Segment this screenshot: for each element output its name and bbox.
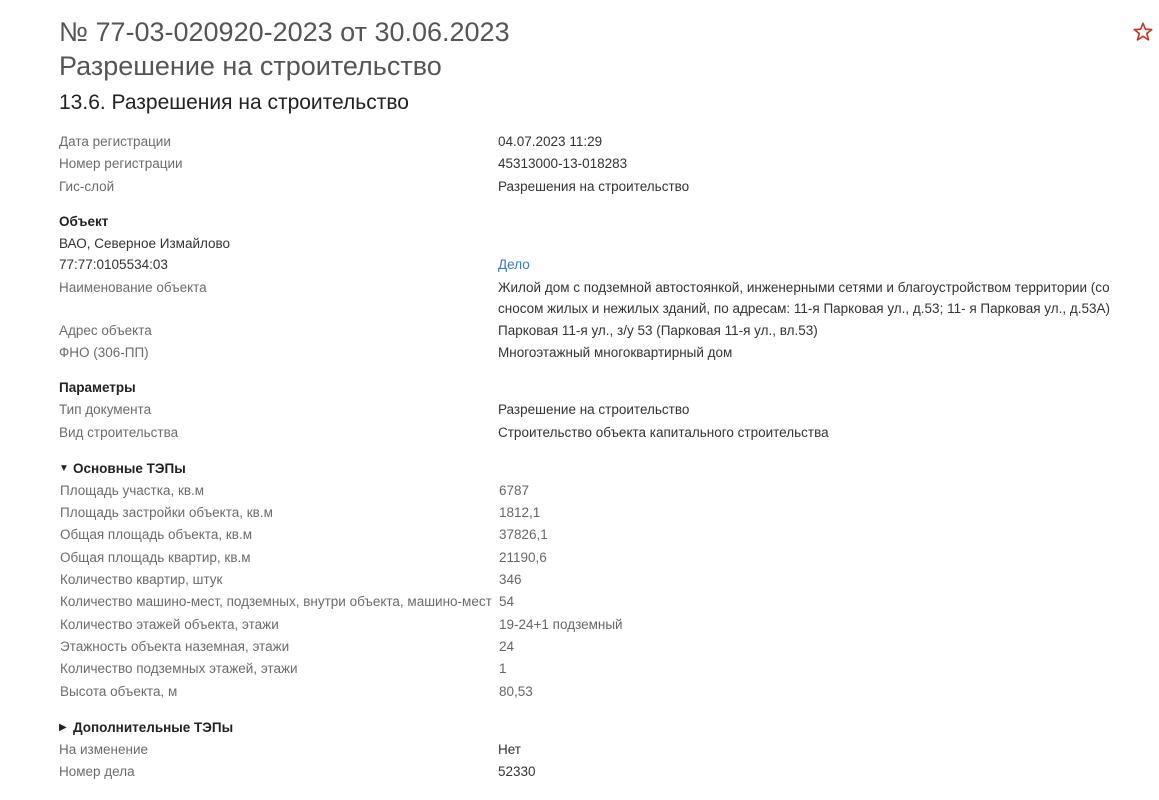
extra-tep-heading: Дополнительные ТЭПы — [73, 719, 234, 735]
field-label: Количество подземных этажей, этажи — [60, 661, 298, 677]
field-value: 19-24+1 подземный — [499, 616, 623, 632]
extra-tep-toggle[interactable] — [59, 717, 1159, 739]
document-number-title: № 77-03-020920-2023 от 30.06.2023 — [59, 17, 510, 47]
field-value: Строительство объекта капитального строительства — [498, 424, 829, 440]
field-label: Наименование объекта — [59, 279, 207, 295]
field-label: Номер дела — [59, 764, 135, 780]
tep-row — [59, 614, 1159, 636]
registration-block — [59, 131, 1159, 783]
case-link[interactable]: Дело — [498, 257, 530, 273]
collapsed-triangle-icon: ▶ — [59, 721, 67, 733]
case-number-row — [59, 761, 1159, 783]
field-label: ФНО (306-ПП) — [59, 344, 149, 360]
field-value: 346 — [499, 572, 522, 588]
cadastral-number: 77:77:0105534:03 — [59, 257, 168, 273]
field-label: Общая площадь объекта, кв.м — [60, 527, 252, 543]
tep-row — [59, 636, 1159, 658]
field-value: 1 — [499, 661, 507, 677]
field-label: Тип документа — [59, 402, 152, 418]
field-value: Жилой дом с подземной автостоянкой, инженерными сетями и благоустройством территории (со сносом жилых и нежилых зданий, по адресам: 11-я Парковая ул., д.53; 11- я Парковая ул., д.53А) — [498, 279, 1110, 317]
field-value: 52330 — [498, 764, 536, 780]
field-value: 1812,1 — [499, 505, 541, 521]
object-district: ВАО, Северное Измайлово — [59, 235, 231, 251]
field-value: Многоэтажный многоквартирный дом — [498, 344, 733, 360]
tep-row — [59, 591, 1159, 613]
object-address-row — [59, 320, 1159, 342]
field-label: Адрес объекта — [59, 322, 152, 338]
field-value: 54 — [499, 594, 515, 610]
main-tep-heading: Основные ТЭПы — [73, 460, 186, 476]
field-value: 24 — [499, 638, 515, 654]
field-value: 04.07.2023 11:29 — [498, 134, 603, 149]
field-label: Вид строительства — [59, 424, 179, 440]
tep-row — [59, 658, 1159, 680]
document-type-title: Разрешение на строительство — [59, 51, 442, 81]
document-type-row — [59, 399, 1159, 421]
object-section-heading: Объект — [59, 213, 109, 229]
amendment-row — [59, 739, 1159, 761]
cadastral-row — [59, 254, 1159, 276]
parameters-section-heading: Параметры — [59, 380, 136, 396]
field-label: Количество машино-мест, подземных, внутри объекта, машино-мест — [60, 594, 492, 610]
field-label: Площадь участка, кв.м — [60, 482, 205, 498]
registration-number-row — [59, 153, 1159, 175]
document-category: 13.6. Разрешения на строительство — [59, 91, 409, 114]
object-name-row — [59, 277, 1159, 320]
main-tep-list — [59, 480, 1159, 703]
field-label: Общая площадь квартир, кв.м — [60, 549, 251, 565]
tep-row — [59, 569, 1159, 591]
field-value: 37826,1 — [499, 527, 548, 543]
field-value: Парковая 11-я ул., з/у 53 (Парковая 11-я ул., вл.53) — [498, 322, 818, 338]
tep-row — [59, 502, 1159, 524]
fno-row — [59, 342, 1159, 364]
field-value: Нет — [498, 741, 521, 757]
expanded-triangle-icon: ▼ — [59, 462, 69, 474]
field-value: 21190,6 — [499, 549, 547, 565]
main-tep-toggle[interactable] — [59, 458, 1159, 480]
field-label: Высота объекта, м — [60, 683, 178, 699]
construction-kind-row — [59, 422, 1159, 444]
field-value: 6787 — [499, 482, 530, 498]
field-label: Площадь застройки объекта, кв.м — [60, 505, 273, 521]
field-label: Этажность объекта наземная, этажи — [60, 638, 290, 654]
field-label: Номер регистрации — [59, 156, 183, 172]
favorite-star-icon[interactable] — [1132, 21, 1154, 43]
field-value: Разрешения на строительство — [498, 178, 690, 194]
tep-row — [59, 524, 1159, 546]
tep-row — [59, 547, 1159, 569]
field-label: Дата регистрации — [59, 134, 171, 149]
field-value: Разрешение на строительство — [498, 402, 690, 418]
tep-row — [59, 681, 1159, 703]
field-value: 45313000-13-018283 — [498, 156, 628, 172]
field-value: 80,53 — [499, 683, 533, 699]
field-label: На изменение — [59, 741, 148, 757]
field-label: Количество этажей объекта, этажи — [60, 616, 279, 632]
field-label: Гис-слой — [59, 178, 115, 194]
tep-row — [59, 480, 1159, 502]
registration-date-row — [59, 131, 1159, 153]
field-label: Количество квартир, штук — [60, 572, 223, 588]
gis-layer-row — [59, 176, 1159, 198]
